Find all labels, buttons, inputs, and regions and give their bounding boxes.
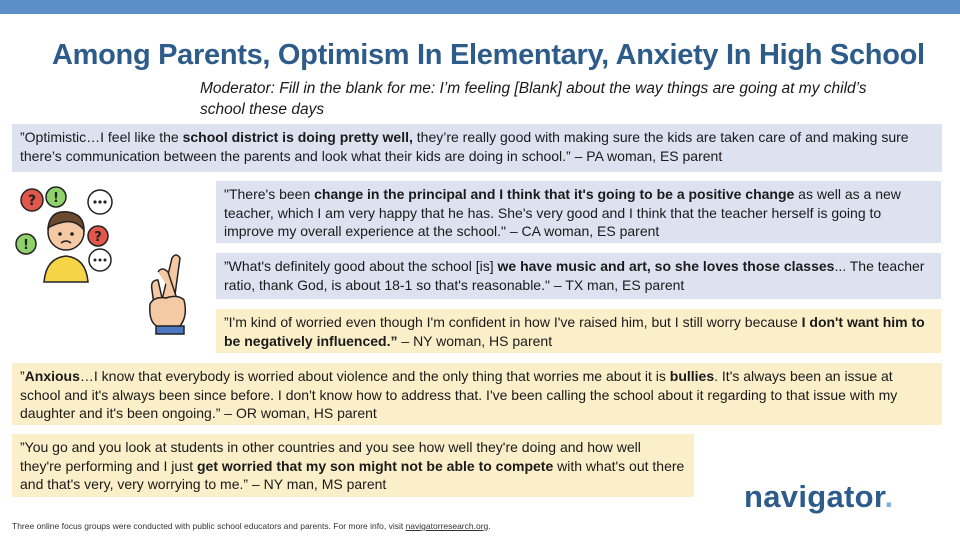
quote-text: as well as a new teacher, which I am very happy that he has. She's very good and I think that the teacher herself is going to improve my overall experience at the school." – CA woman, ES parent bbox=[224, 186, 901, 239]
logo-dot: . bbox=[884, 479, 894, 514]
svg-text:!: ! bbox=[53, 191, 59, 206]
moderator-prompt: Moderator: Fill in the blank for me: I’m feeling [Blank] about the way things are going at my child’s school these days bbox=[200, 80, 867, 118]
top-accent-bar bbox=[0, 0, 960, 14]
quote-text: – NY woman, HS parent bbox=[397, 332, 553, 349]
quote-highlight: Anxious bbox=[24, 368, 80, 384]
svg-text:!: ! bbox=[23, 238, 29, 253]
quote-text: ” bbox=[20, 368, 25, 384]
footer-text: Three online focus groups were conducted with public school educators and parents. For more info, visit bbox=[12, 521, 406, 531]
footer-note bbox=[12, 521, 491, 531]
svg-text:?: ? bbox=[27, 193, 37, 209]
footer-end: . bbox=[488, 521, 491, 531]
quote-text: they’re really good with making sure the kids are taken care of and making sure there’s communication between the parents and look what their kids are doing in school.” – PA woman, ES parent bbox=[20, 129, 909, 164]
quote-text: ”Optimistic…I feel like the bbox=[20, 129, 183, 145]
quote-highlight: I don't want him to be negatively influenced.” bbox=[224, 314, 925, 349]
quote-worried-ny bbox=[216, 309, 941, 353]
quote-text: ”What's definitely good about the school [is] bbox=[224, 258, 498, 274]
footer-link[interactable]: navigatorresearch.org bbox=[405, 521, 489, 531]
quote-text: . It's always been an issue at school and it's always been since before. I don't know how to address that. I've been calling the school about it regarding to that issue with my daughter and it's been ongoing.” – OR woman, HS parent bbox=[20, 368, 898, 421]
crossed-fingers-icon bbox=[136, 250, 196, 336]
quote-text: ”You go and you look at students in other countries and you see how well they're doing and how well they're performing and I just bbox=[20, 439, 641, 474]
quote-music-art-tx bbox=[216, 253, 941, 299]
quote-highlight: change in the principal and I think that it's going to be a positive change bbox=[314, 186, 795, 202]
quote-text: ... The teacher ratio, thank God, is about 18-1 so that's reasonable." – TX man, ES parent bbox=[224, 258, 925, 293]
quote-text: with what's out there and that's very, very worrying to me.” – NY man, MS parent bbox=[20, 457, 685, 492]
quote-highlight: bullies bbox=[669, 368, 715, 384]
quote-optimistic-pa bbox=[12, 124, 942, 172]
page-title: Among Parents, Optimism In Elementary, Anxiety In High School bbox=[52, 39, 925, 71]
quote-principal-ca bbox=[216, 181, 941, 243]
quote-highlight: we have music and art, so she loves those classes bbox=[497, 258, 835, 274]
logo-word: navigator bbox=[744, 479, 885, 514]
quote-highlight: get worried that my son might not be able to compete bbox=[196, 457, 554, 474]
quote-compete-ny bbox=[12, 434, 694, 497]
svg-text:?: ? bbox=[94, 230, 102, 245]
quote-text: ”I'm kind of worried even though I'm confident in how I've raised him, but I still worry because bbox=[224, 314, 802, 330]
quote-anxious-or bbox=[12, 363, 942, 425]
worried-child-icon bbox=[14, 184, 120, 284]
quote-highlight: school district is doing pretty well, bbox=[182, 129, 413, 145]
navigator-logo bbox=[744, 479, 893, 515]
quote-text: "There's been bbox=[224, 186, 315, 202]
quote-text: …I know that everybody is worried about violence and the only thing that worries me about it is bbox=[79, 368, 670, 384]
